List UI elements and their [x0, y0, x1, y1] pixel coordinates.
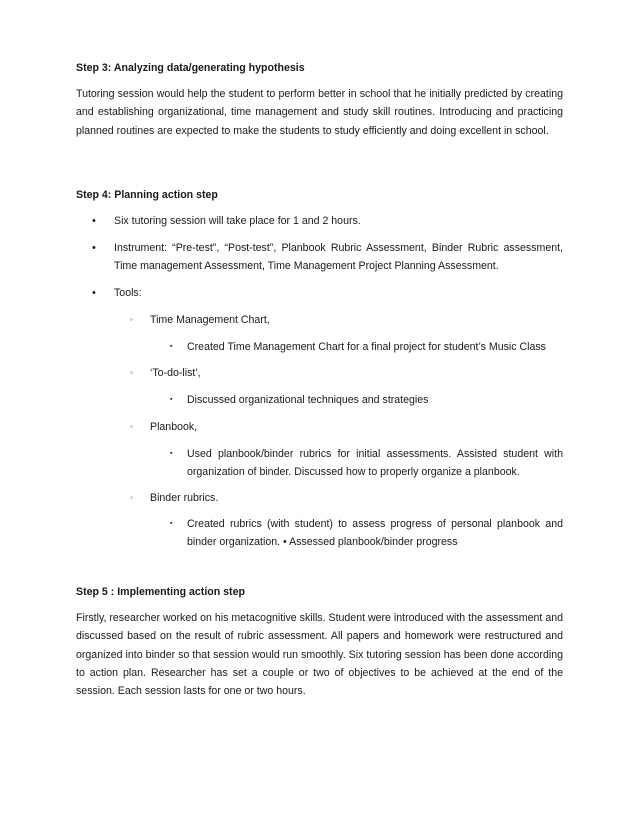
bullet-tools: Tools:: [114, 287, 142, 299]
tool-detail: Used planbook/binder rubrics for initial assessments. Assisted student with organization of binder. Discussed how to properly organize a planbook.: [187, 448, 563, 479]
bullet-square-icon: ▪: [170, 343, 173, 350]
step3-paragraph: Tutoring session would help the student to perform better in school that he initially predicted by creating and establishing organizational, time management and study skill routines. Introducing and practicing planned routines are expected to make the students to study efficiently and doing excellent in school.: [76, 88, 563, 137]
bullet-circle-icon: ◦: [130, 493, 133, 502]
bullet-square-icon: ▪: [170, 520, 173, 527]
bullet-square-icon: ▪: [170, 396, 173, 403]
tool-label: Binder rubrics.: [150, 492, 219, 504]
bullet-disc-icon: •: [92, 215, 96, 227]
tool-label: Planbook,: [150, 421, 198, 433]
bullet-circle-icon: ◦: [130, 315, 133, 324]
tool-detail: Discussed organizational techniques and strategies: [187, 394, 429, 406]
step5-paragraph: Firstly, researcher worked on his metacognitive skills. Student were introduced with the assessment and discussed based on the result of rubric assessment. All papers and homework were restructured and organized into binder so that session would run smoothly. Six tutoring session has been done according to action plan. Researcher has set a couple or two of objectives to be achieved at the end of the session. Each session lasts for one or two hours.: [76, 612, 563, 698]
tool-detail: Created rubrics (with student) to assess progress of personal planbook and binder organization. • Assessed planbook/binder progress: [187, 518, 563, 549]
bullet-square-icon: ▪: [170, 450, 173, 457]
tool-label: ‘To-do-list’,: [150, 367, 201, 379]
tool-detail: Created Time Management Chart for a final project for student’s Music Class: [187, 341, 546, 353]
bullet-disc-icon: •: [92, 287, 96, 299]
bullet-circle-icon: ◦: [130, 368, 133, 377]
bullet-disc-icon: •: [92, 242, 96, 254]
tool-label: Time Management Chart,: [150, 314, 270, 326]
bullet-instrument: Instrument: “Pre-test”, “Post-test”, Planbook Rubric Assessment, Binder Rubric assessment, Time management Assessment, Time Management Project Planning Assessment.: [114, 242, 563, 273]
step5-heading: Step 5 : Implementing action step: [76, 586, 245, 598]
step4-heading: Step 4: Planning action step: [76, 189, 218, 201]
bullet-circle-icon: ◦: [130, 422, 133, 431]
step3-heading: Step 3: Analyzing data/generating hypothesis: [76, 62, 305, 74]
bullet-sessions: Six tutoring session will take place for 1 and 2 hours.: [114, 215, 361, 227]
